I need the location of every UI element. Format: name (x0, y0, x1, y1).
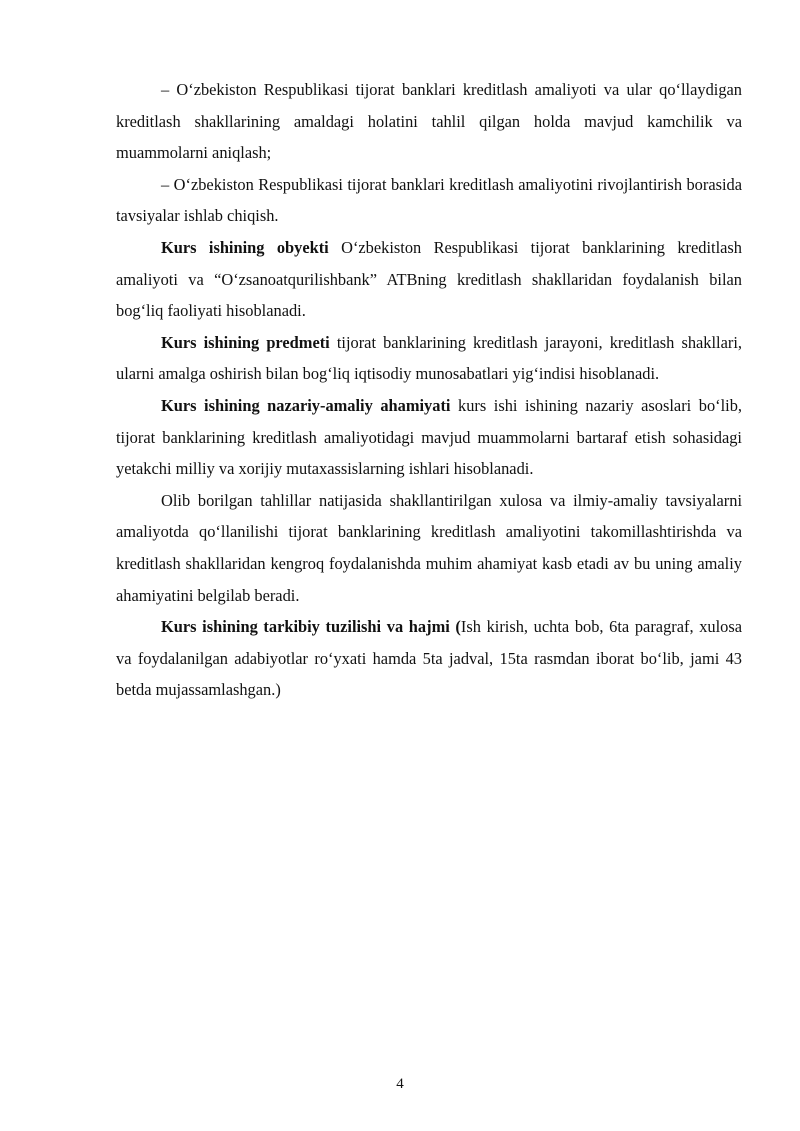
paragraph-text: – O‘zbekiston Respublikasi tijorat banklari kreditlash amaliyotini rivojlantirish borasida tavsiyalar ishlab chiqish. (116, 174, 742, 226)
paragraph-object (116, 232, 742, 327)
paragraph-text: Olib borilgan tahlillar natijasida shakllantirilgan xulosa va ilmiy-amaliy tavsiyalarni amaliyotda qo‘llanilishi tijorat banklarining kreditlash amaliyotini takomillashtirishda va kreditlash shakllaridan kengroq foydalanishda muhim ahamiyat kasb etadi av bu uning amaliy ahamiyatini belgilab beradi. (116, 490, 742, 605)
paragraph-structure (116, 611, 742, 706)
paragraph-lead: Kurs ishining predmeti (161, 332, 330, 352)
paragraph-text: – O‘zbekiston Respublikasi tijorat banklari kreditlash amaliyoti va ular qo‘llaydigan kreditlash shakllarining amaldagi holatini tahlil qilgan holda mavjud kamchilik va muammolarni aniqlash; (116, 80, 742, 163)
paragraph-text: O‘zbekiston Respublikasi tijorat banklarining kreditlash amaliyoti va “O‘zsanoatqurilishbank” ATBning kreditlash shakllaridan foydalanish bilan bog‘liq faoliyati hisoblanadi. (116, 237, 742, 321)
paragraph-task-analysis (116, 74, 742, 169)
paragraph-text: tijorat banklarining kreditlash jarayoni, kreditlash shakllari, ularni amalga oshirish bilan bog‘liq iqtisodiy munosabatlari yig‘indisi hisoblanadi. (116, 332, 742, 384)
page-number: 4 (396, 1076, 404, 1092)
paragraph-task-recommendations (116, 169, 742, 232)
paragraph-subject (116, 327, 742, 390)
paragraph-practical-value (116, 485, 742, 611)
page-body (116, 74, 742, 706)
paragraph-lead: Kurs ishining obyekti (161, 237, 329, 257)
paragraph-text: kurs ishi ishining nazariy asoslari bo‘lib, tijorat banklarining kreditlash amaliyotidagi mavjud muammolarni bartaraf etish sohasidagi yetakchi milliy va xorijiy mutaxassislarning ishlari hisoblanadi. (116, 395, 742, 479)
paragraph-text: Ish kirish, uchta bob, 6ta paragraf, xulosa va foydalanilgan adabiyotlar ro‘yxati hamda 5ta jadval, 15ta rasmdan iborat bo‘lib, jami 43 betda mujassamlashgan.) (116, 617, 742, 700)
paragraph-lead: Kurs ishining nazariy-amaliy ahamiyati (161, 395, 451, 415)
paragraph-significance (116, 390, 742, 485)
paragraph-lead: Kurs ishining tarkibiy tuzilishi va hajmi ( (161, 617, 461, 637)
